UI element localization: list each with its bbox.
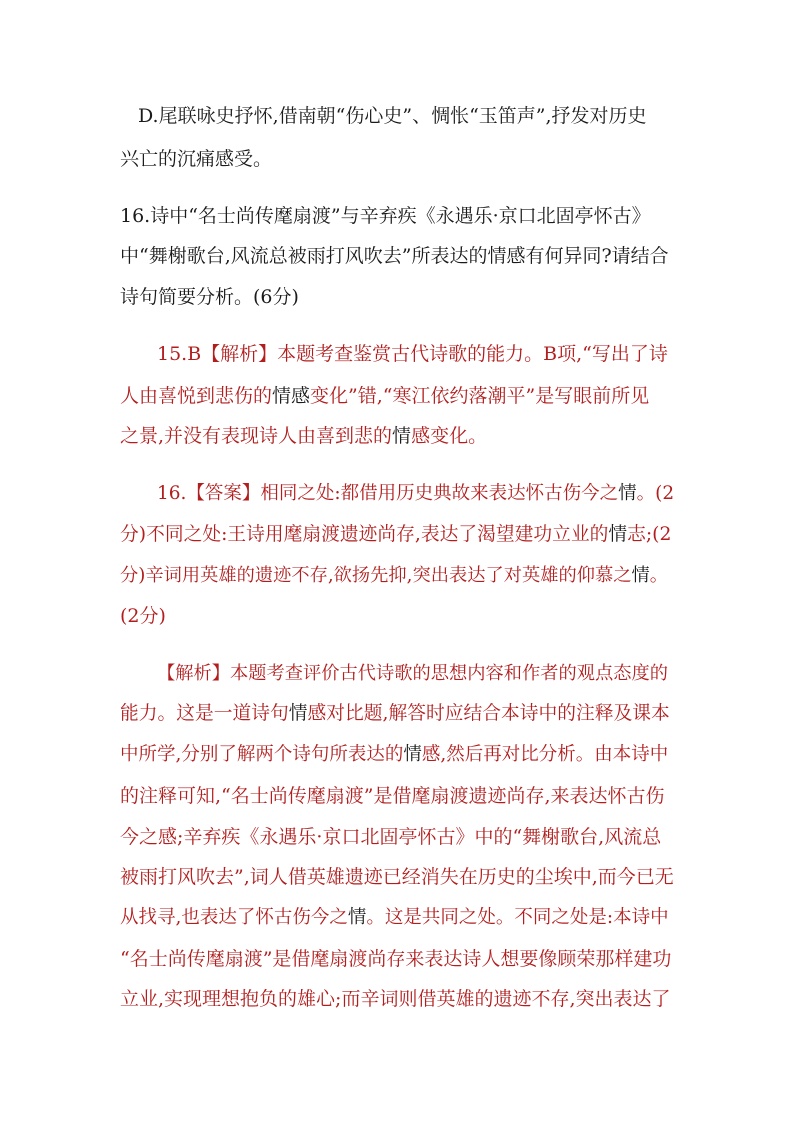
a16-analysis-line-4 <box>120 781 665 811</box>
text-run: 16.【答案】相同之处:都借用历史典故来表达怀古伤今之 <box>157 483 619 504</box>
text-run: 兴亡的沉痛感受。 <box>120 148 273 170</box>
text-run: 从找寻,也表达了怀古伤今之 <box>120 907 348 928</box>
text-run: 人由喜悦到悲伤的 <box>120 385 273 407</box>
text-run: 情 <box>288 703 308 724</box>
text-run: 情 <box>392 425 412 447</box>
text-run: 变化”错,“寒江依约落潮平”是写眼前所见 <box>310 385 650 407</box>
a15-line-3 <box>120 421 487 451</box>
text-run: D.尾联咏史抒怀,借南朝“伤心史”、惆怅“玉笛声”,抒发对历史 <box>138 105 647 127</box>
text-run: 感对比题,解答时应结合本诗中的注释及课本 <box>307 703 670 724</box>
a16-analysis-line-7 <box>120 903 669 933</box>
text-run: 中“舞榭歌台,风流总被雨打风吹去”所表达的情感有何异同?请结合 <box>120 245 669 267</box>
text-run: 诗句简要分析。(6分) <box>120 286 299 308</box>
a15-line-2 <box>120 381 649 411</box>
q15-option-d-line-2 <box>120 144 272 174</box>
text-run: 的注释可知,“名士尚传麾扇渡”是借麾扇渡遗迹尚存,来表达怀古伤 <box>120 785 665 807</box>
text-run: 中所学,分别了解两个诗句所表达的 <box>120 744 404 765</box>
a16-analysis-line-1 <box>157 659 668 689</box>
text-run: 分)不同之处:王诗用麾扇渡遗迹尚存,表达了渴望建功立业的 <box>120 524 609 545</box>
q16-line-3 <box>120 282 299 312</box>
text-run: 。这是共同之处。不同之处是:本诗中 <box>366 907 669 928</box>
q16-line-1 <box>120 201 651 231</box>
text-run: 志;(2 <box>627 524 672 545</box>
text-run: 情 <box>608 524 628 545</box>
text-run: 被雨打风吹去”,词人借英雄遗迹已经消失在历史的尘埃中,而今已无 <box>120 866 674 888</box>
text-run: 情 <box>403 744 422 765</box>
text-run: 今之感;辛弃疾《永遇乐·京口北固亭怀古》中的“舞榭歌台,风流总 <box>120 826 662 848</box>
text-run: 感,然后再对比分析。由本诗中 <box>421 744 669 765</box>
text-run: 。(2 <box>636 483 675 504</box>
a16-line-1 <box>157 479 674 509</box>
text-run: “名士尚传麾扇渡”是借麾扇渡尚存来表达诗人想要像顾荣那样建功 <box>120 948 672 970</box>
a16-analysis-line-6 <box>120 862 674 892</box>
text-run: 分)辛词用英雄的遗迹不存,欲扬先抑,突出表达了对英雄的仰慕之 <box>120 565 632 586</box>
a16-analysis-line-9 <box>120 984 670 1014</box>
text-run: 【解析】本题考查评价古代诗歌的思想内容和作者的观点态度的 <box>157 663 668 684</box>
text-run: 。 <box>649 565 668 586</box>
a16-line-3 <box>120 561 668 591</box>
a16-analysis-line-3 <box>120 740 668 770</box>
text-run: 15.B【解析】本题考查鉴赏古代诗歌的能力。B项,“写出了诗 <box>157 343 668 365</box>
a16-line-2 <box>120 520 671 550</box>
a16-analysis-line-8 <box>120 944 671 974</box>
a15-line-1 <box>157 339 668 369</box>
a16-line-4 <box>120 601 166 631</box>
text-run: 之景,并没有表现诗人由喜到悲的 <box>120 425 393 447</box>
text-run: (2分) <box>120 605 166 627</box>
text-run: 情 <box>631 565 650 586</box>
text-run: 情 <box>347 907 367 928</box>
text-run: 感变化。 <box>411 425 488 447</box>
a16-analysis-line-5 <box>120 822 661 852</box>
q16-line-2 <box>120 241 669 271</box>
text-run: 情感 <box>272 385 311 407</box>
text-run: 情 <box>618 483 637 504</box>
text-run: 立业,实现理想抱负的雄心;而辛词则借英雄的遗迹不存,突出表达了 <box>120 988 671 1010</box>
q15-option-d-line-1 <box>138 101 647 131</box>
text-run: 16.诗中“名士尚传麾扇渡”与辛弃疾《永遇乐·京口北固亭怀古》 <box>120 205 651 227</box>
text-run: 能力。这是一道诗句 <box>120 703 289 724</box>
a16-analysis-line-2 <box>120 699 670 729</box>
